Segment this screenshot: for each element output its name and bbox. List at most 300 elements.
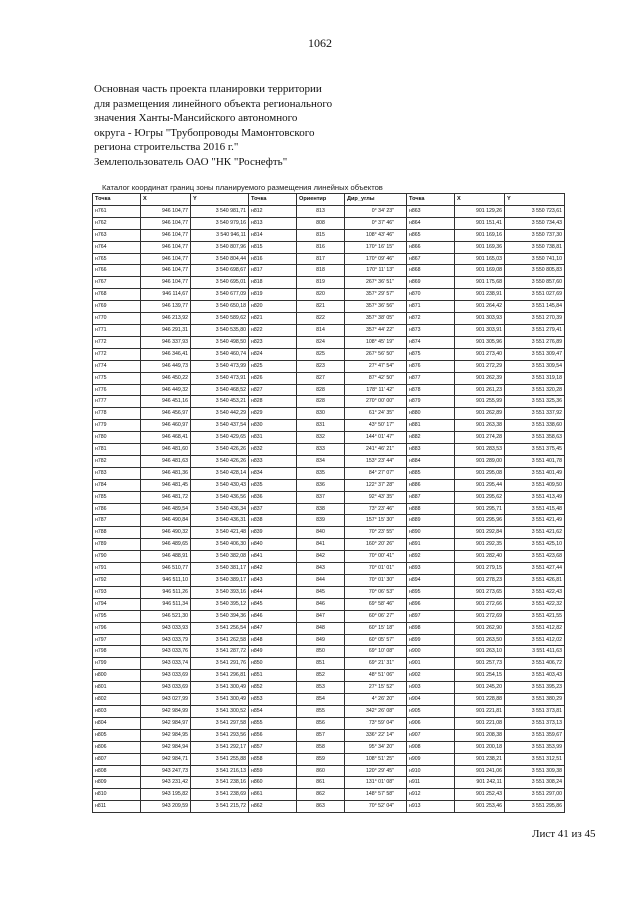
table-cell: 828 xyxy=(297,384,345,396)
table-cell: 835 xyxy=(297,467,345,479)
table-cell: 901 129,26 xyxy=(455,205,505,217)
table-row xyxy=(93,491,565,503)
table-cell: 901 261,23 xyxy=(455,384,505,396)
table-cell: 901 241,06 xyxy=(455,765,505,777)
table-cell: 157° 15' 30" xyxy=(345,515,407,527)
table-cell: н851 xyxy=(249,670,297,682)
header-line: Основная часть проекта планировки территории xyxy=(94,83,322,95)
table-cell: 946 291,31 xyxy=(141,324,191,336)
table-row xyxy=(93,634,565,646)
table-cell: 946 490,32 xyxy=(141,527,191,539)
table-cell: н834 xyxy=(249,467,297,479)
table-cell: 3 540 804,44 xyxy=(191,253,249,265)
table-row xyxy=(93,515,565,527)
table-cell: н861 xyxy=(249,789,297,801)
table-cell: 901 169,16 xyxy=(455,229,505,241)
table-cell: 3 541 296,81 xyxy=(191,670,249,682)
table-row xyxy=(93,432,565,444)
table-cell: 832 xyxy=(297,432,345,444)
table-cell: н862 xyxy=(249,801,297,813)
table-cell: 901 252,43 xyxy=(455,789,505,801)
table-cell: 860 xyxy=(297,765,345,777)
table-cell: 3 540 426,26 xyxy=(191,455,249,467)
table-cell: 901 303,93 xyxy=(455,313,505,325)
table-cell: 901 264,42 xyxy=(455,301,505,313)
table-row xyxy=(93,408,565,420)
table-cell: н765 xyxy=(93,253,141,265)
table-cell: н792 xyxy=(93,575,141,587)
table-cell: н909 xyxy=(407,753,455,765)
table-cell: н813 xyxy=(249,217,297,229)
table-cell: н804 xyxy=(93,717,141,729)
table-cell: 3 540 473,91 xyxy=(191,372,249,384)
table-cell: н908 xyxy=(407,741,455,753)
table-cell: 342° 26' 08" xyxy=(345,705,407,717)
table-cell: 3 540 468,52 xyxy=(191,384,249,396)
table-cell: н860 xyxy=(249,777,297,789)
coordinates-table xyxy=(92,193,565,813)
table-row xyxy=(93,336,565,348)
table-cell: 43° 50' 17" xyxy=(345,420,407,432)
table-cell: 3 550 805,83 xyxy=(505,265,565,277)
table-cell: 3 540 473,99 xyxy=(191,360,249,372)
table-cell: н837 xyxy=(249,503,297,515)
table-row xyxy=(93,563,565,575)
table-cell: 70° 01' 01" xyxy=(345,563,407,575)
table-cell: 946 481,72 xyxy=(141,491,191,503)
table-cell: 3 551 279,41 xyxy=(505,324,565,336)
table-cell: н881 xyxy=(407,420,455,432)
table-cell: 946 481,63 xyxy=(141,455,191,467)
table-row xyxy=(93,396,565,408)
table-cell: 3 540 406,30 xyxy=(191,539,249,551)
table-cell: н889 xyxy=(407,515,455,527)
column-header: Точка xyxy=(93,194,141,206)
table-cell: 3 551 320,28 xyxy=(505,384,565,396)
table-cell: н904 xyxy=(407,694,455,706)
table-cell: 901 289,00 xyxy=(455,455,505,467)
table-cell: 160° 20' 26" xyxy=(345,539,407,551)
table-cell: 3 540 946,11 xyxy=(191,229,249,241)
table-cell: 3 540 677,09 xyxy=(191,289,249,301)
table-row xyxy=(93,384,565,396)
table-row xyxy=(93,670,565,682)
table-cell: 823 xyxy=(297,360,345,372)
table-cell: н868 xyxy=(407,265,455,277)
column-header: Дир_углы xyxy=(345,194,407,206)
table-cell: 808 xyxy=(297,217,345,229)
table-cell: 901 208,38 xyxy=(455,729,505,741)
table-cell: 901 228,88 xyxy=(455,694,505,706)
table-cell: 0° 34' 23" xyxy=(345,205,407,217)
table-cell: н838 xyxy=(249,515,297,527)
table-row xyxy=(93,741,565,753)
table-cell: 946 511,34 xyxy=(141,598,191,610)
table-cell: 817 xyxy=(297,253,345,265)
table-row xyxy=(93,420,565,432)
table-cell: 901 238,21 xyxy=(455,753,505,765)
table-cell: 946 481,36 xyxy=(141,467,191,479)
table-cell: 3 551 027,69 xyxy=(505,289,565,301)
table-cell: 3 541 292,17 xyxy=(191,741,249,753)
table-cell: н912 xyxy=(407,789,455,801)
table-cell: н772 xyxy=(93,348,141,360)
table-row xyxy=(93,479,565,491)
table-cell: н844 xyxy=(249,586,297,598)
table-cell: 856 xyxy=(297,717,345,729)
table-row xyxy=(93,682,565,694)
table-cell: н808 xyxy=(93,765,141,777)
table-cell: 943 247,73 xyxy=(141,765,191,777)
table-cell: 148° 57' 58" xyxy=(345,789,407,801)
table-cell: н899 xyxy=(407,634,455,646)
table-cell: 267° 56' 50" xyxy=(345,348,407,360)
table-cell: н852 xyxy=(249,682,297,694)
table-cell: 946 104,77 xyxy=(141,205,191,217)
table-cell: 73° 59' 04" xyxy=(345,717,407,729)
table-cell: 357° 38' 05" xyxy=(345,313,407,325)
table-cell: 3 551 422,43 xyxy=(505,586,565,598)
table-cell: 3 551 412,02 xyxy=(505,634,565,646)
table-cell: н817 xyxy=(249,265,297,277)
table-cell: 3 551 409,50 xyxy=(505,479,565,491)
table-cell: н856 xyxy=(249,729,297,741)
table-row xyxy=(93,301,565,313)
table-cell: 946 490,84 xyxy=(141,515,191,527)
table-cell: н892 xyxy=(407,551,455,563)
table-cell: 942 984,97 xyxy=(141,717,191,729)
table-cell: 3 551 297,00 xyxy=(505,789,565,801)
table-cell: 336° 22' 14" xyxy=(345,729,407,741)
table-cell: 3 551 373,13 xyxy=(505,717,565,729)
table-cell: н784 xyxy=(93,479,141,491)
table-cell: н874 xyxy=(407,336,455,348)
table-row xyxy=(93,777,565,789)
table-cell: 946 346,41 xyxy=(141,348,191,360)
table-row xyxy=(93,586,565,598)
table-cell: 3 551 295,86 xyxy=(505,801,565,813)
table-cell: 3 540 979,16 xyxy=(191,217,249,229)
table-cell: 901 255,99 xyxy=(455,396,505,408)
table-cell: 3 541 238,16 xyxy=(191,777,249,789)
table-cell: н853 xyxy=(249,694,297,706)
table-cell: 3 551 425,10 xyxy=(505,539,565,551)
table-cell: 901 272,69 xyxy=(455,610,505,622)
column-header: Y xyxy=(505,194,565,206)
table-cell: н795 xyxy=(93,610,141,622)
table-cell: 946 337,93 xyxy=(141,336,191,348)
table-cell: н781 xyxy=(93,444,141,456)
table-cell: 3 541 262,58 xyxy=(191,634,249,646)
table-cell: н827 xyxy=(249,384,297,396)
table-cell: н794 xyxy=(93,598,141,610)
table-cell: н775 xyxy=(93,372,141,384)
table-cell: 818 xyxy=(297,265,345,277)
table-cell: 901 295,71 xyxy=(455,503,505,515)
table-cell: 901 245,20 xyxy=(455,682,505,694)
table-cell: 3 550 741,10 xyxy=(505,253,565,265)
table-cell: 854 xyxy=(297,694,345,706)
table-cell: 943 033,74 xyxy=(141,658,191,670)
table-row xyxy=(93,277,565,289)
table-cell: 946 104,77 xyxy=(141,241,191,253)
table-cell: 3 551 421,49 xyxy=(505,515,565,527)
table-cell: 69° 21' 31" xyxy=(345,658,407,670)
table-cell: н913 xyxy=(407,801,455,813)
table-cell: 943 033,69 xyxy=(141,670,191,682)
table-cell: 3 550 857,60 xyxy=(505,277,565,289)
table-row xyxy=(93,527,565,539)
table-cell: н762 xyxy=(93,217,141,229)
table-cell: 3 540 436,31 xyxy=(191,515,249,527)
table-cell: н772 xyxy=(93,336,141,348)
table-cell: 3 551 406,72 xyxy=(505,658,565,670)
table-cell: 3 541 297,58 xyxy=(191,717,249,729)
table-cell: 942 984,71 xyxy=(141,753,191,765)
table-cell: н894 xyxy=(407,575,455,587)
table-row xyxy=(93,265,565,277)
table-cell: 825 xyxy=(297,348,345,360)
table-cell: 901 263,50 xyxy=(455,634,505,646)
table-cell: 901 273,65 xyxy=(455,586,505,598)
table-cell: н831 xyxy=(249,432,297,444)
table-cell: 3 540 382,08 xyxy=(191,551,249,563)
table-cell: 831 xyxy=(297,420,345,432)
table-cell: 3 551 338,60 xyxy=(505,420,565,432)
table-cell: 3 540 428,14 xyxy=(191,467,249,479)
table-cell: 3 551 380,29 xyxy=(505,694,565,706)
table-cell: н888 xyxy=(407,503,455,515)
table-cell: 3 551 395,23 xyxy=(505,682,565,694)
table-cell: 946 511,26 xyxy=(141,586,191,598)
table-cell: н763 xyxy=(93,229,141,241)
table-cell: н877 xyxy=(407,372,455,384)
table-cell: 69° 10' 08" xyxy=(345,646,407,658)
table-cell: н829 xyxy=(249,408,297,420)
table-cell: 901 221,81 xyxy=(455,705,505,717)
table-cell: н873 xyxy=(407,324,455,336)
table-row xyxy=(93,765,565,777)
table-cell: 60° 06' 27" xyxy=(345,610,407,622)
table-cell: 120° 29' 45" xyxy=(345,765,407,777)
table-row xyxy=(93,205,565,217)
table-row xyxy=(93,801,565,813)
table-cell: 901 262,90 xyxy=(455,622,505,634)
table-cell: 3 551 373,81 xyxy=(505,705,565,717)
table-cell: 901 272,66 xyxy=(455,598,505,610)
table-cell: 859 xyxy=(297,753,345,765)
table-cell: 69° 58' 46" xyxy=(345,598,407,610)
table-row xyxy=(93,229,565,241)
table-cell: 3 541 300,49 xyxy=(191,682,249,694)
table-cell: 3 551 309,38 xyxy=(505,765,565,777)
table-cell: 108° 51' 25" xyxy=(345,753,407,765)
column-header: X xyxy=(141,194,191,206)
table-cell: 901 272,29 xyxy=(455,360,505,372)
table-cell: 901 279,15 xyxy=(455,563,505,575)
table-cell: 901 303,91 xyxy=(455,324,505,336)
table-cell: 946 489,54 xyxy=(141,503,191,515)
table-cell: 857 xyxy=(297,729,345,741)
table-cell: 901 257,73 xyxy=(455,658,505,670)
page-number: 1062 xyxy=(308,36,332,50)
table-cell: 3 540 394,36 xyxy=(191,610,249,622)
table-cell: н778 xyxy=(93,408,141,420)
table-cell: н826 xyxy=(249,372,297,384)
table-cell: 3 540 442,29 xyxy=(191,408,249,420)
table-cell: 942 984,94 xyxy=(141,741,191,753)
table-cell: 839 xyxy=(297,515,345,527)
table-cell: 816 xyxy=(297,241,345,253)
table-cell: 942 984,99 xyxy=(141,705,191,717)
table-cell: 901 295,96 xyxy=(455,515,505,527)
table-row xyxy=(93,753,565,765)
table-cell: 3 551 426,81 xyxy=(505,575,565,587)
table-cell: 946 104,77 xyxy=(141,217,191,229)
table-cell: 3 541 215,72 xyxy=(191,801,249,813)
table-cell: 901 292,84 xyxy=(455,527,505,539)
table-cell: н911 xyxy=(407,777,455,789)
table-cell: н789 xyxy=(93,539,141,551)
table-cell: 833 xyxy=(297,444,345,456)
table-cell: н859 xyxy=(249,765,297,777)
table-cell: н867 xyxy=(407,253,455,265)
table-cell: 946 449,73 xyxy=(141,360,191,372)
table-cell: н849 xyxy=(249,646,297,658)
table-cell: 3 540 460,74 xyxy=(191,348,249,360)
table-cell: 843 xyxy=(297,563,345,575)
table-row xyxy=(93,372,565,384)
table-row xyxy=(93,360,565,372)
table-cell: 850 xyxy=(297,646,345,658)
table-cell: 946 449,32 xyxy=(141,384,191,396)
table-cell: 3 540 650,18 xyxy=(191,301,249,313)
table-row xyxy=(93,324,565,336)
table-cell: н869 xyxy=(407,277,455,289)
table-cell: 3 551 375,45 xyxy=(505,444,565,456)
table-row xyxy=(93,717,565,729)
document-header xyxy=(94,82,424,169)
table-cell: н842 xyxy=(249,563,297,575)
table-cell: 946 104,77 xyxy=(141,265,191,277)
table-cell: 847 xyxy=(297,610,345,622)
table-cell: 830 xyxy=(297,408,345,420)
header-line: региона строительства 2016 г." xyxy=(94,141,239,153)
table-cell: 901 200,18 xyxy=(455,741,505,753)
column-header: X xyxy=(455,194,505,206)
table-cell: 3 540 437,54 xyxy=(191,420,249,432)
table-cell: н816 xyxy=(249,253,297,265)
table-cell: н907 xyxy=(407,729,455,741)
table-row xyxy=(93,658,565,670)
table-cell: 3 550 738,81 xyxy=(505,241,565,253)
table-cell: 848 xyxy=(297,622,345,634)
table-cell: 27° 47' 54" xyxy=(345,360,407,372)
table-cell: 842 xyxy=(297,551,345,563)
table-cell: н782 xyxy=(93,455,141,467)
table-cell: н895 xyxy=(407,586,455,598)
table-cell: 841 xyxy=(297,539,345,551)
table-cell: 943 027,99 xyxy=(141,694,191,706)
table-cell: 943 209,59 xyxy=(141,801,191,813)
table-cell: н883 xyxy=(407,444,455,456)
table-cell: 3 551 423,68 xyxy=(505,551,565,563)
table-row xyxy=(93,575,565,587)
table-cell: 901 165,03 xyxy=(455,253,505,265)
table-cell: н900 xyxy=(407,646,455,658)
table-cell: 852 xyxy=(297,670,345,682)
table-cell: н882 xyxy=(407,432,455,444)
table-row xyxy=(93,289,565,301)
table-cell: 946 481,60 xyxy=(141,444,191,456)
table-cell: 3 540 395,12 xyxy=(191,598,249,610)
table-cell: 3 551 308,24 xyxy=(505,777,565,789)
table-cell: н774 xyxy=(93,360,141,372)
table-cell: 901 295,08 xyxy=(455,467,505,479)
table-cell: 837 xyxy=(297,491,345,503)
table-row xyxy=(93,551,565,563)
table-cell: н768 xyxy=(93,289,141,301)
table-cell: 267° 36' 51" xyxy=(345,277,407,289)
table-cell: 357° 36' 56" xyxy=(345,301,407,313)
table-cell: 3 551 309,47 xyxy=(505,348,565,360)
table-cell: н906 xyxy=(407,717,455,729)
table-row xyxy=(93,253,565,265)
table-cell: н805 xyxy=(93,729,141,741)
table-cell: н798 xyxy=(93,646,141,658)
table-cell: н797 xyxy=(93,634,141,646)
table-cell: 108° 43' 46" xyxy=(345,229,407,241)
table-cell: 3 551 413,49 xyxy=(505,491,565,503)
table-cell: 946 460,97 xyxy=(141,420,191,432)
table-cell: 108° 45' 19" xyxy=(345,336,407,348)
table-cell: 70° 23' 55" xyxy=(345,527,407,539)
table-cell: 3 540 421,48 xyxy=(191,527,249,539)
table-cell: 946 510,77 xyxy=(141,563,191,575)
table-cell: н872 xyxy=(407,313,455,325)
table-cell: 3 540 695,01 xyxy=(191,277,249,289)
table-cell: 3 541 256,54 xyxy=(191,622,249,634)
table-cell: н815 xyxy=(249,241,297,253)
table-cell: 3 541 238,69 xyxy=(191,789,249,801)
table-row xyxy=(93,598,565,610)
table-cell: н839 xyxy=(249,527,297,539)
table-row xyxy=(93,610,565,622)
table-cell: н858 xyxy=(249,753,297,765)
table-cell: 3 551 325,36 xyxy=(505,396,565,408)
table-cell: 3 540 436,34 xyxy=(191,503,249,515)
table-cell: н780 xyxy=(93,432,141,444)
table-cell: н810 xyxy=(93,789,141,801)
table-cell: 901 242,11 xyxy=(455,777,505,789)
table-cell: н848 xyxy=(249,634,297,646)
table-cell: 827 xyxy=(297,372,345,384)
table-cell: н819 xyxy=(249,289,297,301)
table-row xyxy=(93,455,565,467)
table-cell: н863 xyxy=(407,205,455,217)
table-cell: н828 xyxy=(249,396,297,408)
table-cell: 61° 24' 35" xyxy=(345,408,407,420)
table-cell: 3 541 216,13 xyxy=(191,765,249,777)
table-cell: 3 540 453,21 xyxy=(191,396,249,408)
table-cell: 241° 46' 21" xyxy=(345,444,407,456)
table-cell: 901 253,46 xyxy=(455,801,505,813)
table-cell: 943 033,69 xyxy=(141,682,191,694)
table-cell: 901 262,89 xyxy=(455,408,505,420)
table-cell: н845 xyxy=(249,598,297,610)
table-cell: 901 263,10 xyxy=(455,646,505,658)
table-cell: 901 262,39 xyxy=(455,372,505,384)
